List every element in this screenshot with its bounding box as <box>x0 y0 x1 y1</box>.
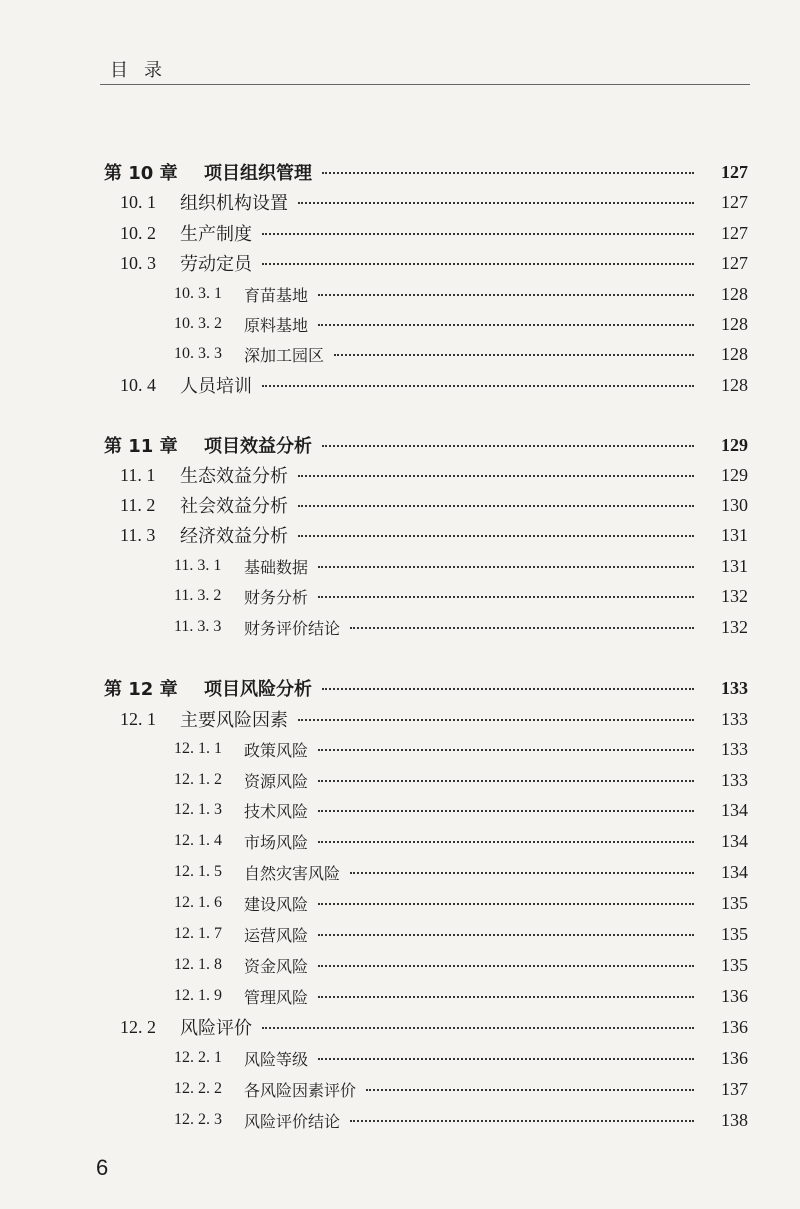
dot-leader <box>298 535 694 537</box>
toc-title: 运营风险 <box>244 925 309 945</box>
toc-number: 第 10 章 <box>104 163 178 184</box>
toc-page: 134 <box>721 799 748 820</box>
toc-subsection[interactable] <box>0 826 800 856</box>
toc-page: 136 <box>721 1016 748 1037</box>
toc-number: 10. 2 <box>120 222 156 243</box>
toc-number: 12. 1. 8 <box>174 956 222 973</box>
toc-title: 项目风险分析 <box>204 679 312 700</box>
dot-leader <box>298 475 694 477</box>
toc-number: 11. 3. 2 <box>174 587 222 604</box>
toc-subsection[interactable] <box>0 919 800 949</box>
toc-title: 基础数据 <box>244 557 309 577</box>
toc-subsection[interactable] <box>0 950 800 980</box>
dot-leader <box>262 1027 694 1029</box>
toc-title: 人员培训 <box>180 376 252 397</box>
toc-number: 12. 2. 2 <box>174 1080 222 1097</box>
toc-title: 政策风险 <box>244 740 309 760</box>
toc-number: 12. 2 <box>120 1016 156 1037</box>
toc-number: 12. 2. 1 <box>174 1049 222 1066</box>
dot-leader <box>318 780 694 782</box>
toc-number: 11. 3 <box>120 524 156 545</box>
toc-number: 11. 2 <box>120 494 156 515</box>
toc-section[interactable] <box>0 520 800 550</box>
toc-section[interactable] <box>0 248 800 278</box>
toc-number: 12. 1. 1 <box>174 740 222 757</box>
toc-subsection[interactable] <box>0 1043 800 1073</box>
toc-page: 135 <box>721 892 748 913</box>
toc-title: 管理风险 <box>244 987 309 1007</box>
dot-leader <box>298 505 694 507</box>
dot-leader <box>318 596 694 598</box>
toc-title: 财务分析 <box>244 587 309 607</box>
toc-title: 市场风险 <box>244 832 309 852</box>
toc-number: 12. 1. 6 <box>174 894 222 911</box>
toc-page: 136 <box>721 1047 748 1068</box>
toc-section[interactable] <box>0 370 800 400</box>
toc-page: 130 <box>721 494 748 515</box>
toc-number: 11. 3. 1 <box>174 557 222 574</box>
toc-number: 12. 1. 5 <box>174 863 222 880</box>
toc-section[interactable] <box>0 490 800 520</box>
toc-subsection[interactable] <box>0 857 800 887</box>
toc-page: 136 <box>721 985 748 1006</box>
toc-subsection[interactable] <box>0 795 800 825</box>
dot-leader <box>262 263 694 265</box>
toc-page: 127 <box>721 222 748 243</box>
toc-page: 128 <box>721 343 748 364</box>
toc-number: 11. 1 <box>120 464 156 485</box>
dot-leader <box>262 385 694 387</box>
toc-title: 技术风险 <box>244 801 309 821</box>
dot-leader <box>318 294 694 296</box>
dot-leader <box>318 841 694 843</box>
toc-subsection[interactable] <box>0 612 800 642</box>
toc-title: 劳动定员 <box>180 254 252 275</box>
toc-title: 经济效益分析 <box>180 526 288 547</box>
dot-leader <box>350 872 694 874</box>
toc-title: 育苗基地 <box>244 285 309 305</box>
toc-subsection[interactable] <box>0 765 800 795</box>
toc-page: 133 <box>721 708 748 729</box>
toc-title: 生态效益分析 <box>180 466 288 487</box>
dot-leader <box>318 324 694 326</box>
toc-page: 131 <box>721 555 748 576</box>
toc-section[interactable] <box>0 460 800 490</box>
toc-page: 134 <box>721 830 748 851</box>
toc-subsection[interactable] <box>0 888 800 918</box>
toc-page: 131 <box>721 524 748 545</box>
dot-leader <box>318 749 694 751</box>
toc-chapter-10[interactable] <box>0 157 800 187</box>
dot-leader <box>318 996 694 998</box>
toc-section[interactable] <box>0 704 800 734</box>
toc-page: 127 <box>721 252 748 273</box>
toc-number: 10. 3. 2 <box>174 315 222 332</box>
toc-number: 12. 1. 3 <box>174 801 222 818</box>
toc-page: 129 <box>721 434 748 455</box>
toc-number: 12. 1. 7 <box>174 925 222 942</box>
toc-title: 生产制度 <box>180 224 252 245</box>
toc-title: 风险等级 <box>244 1049 309 1069</box>
dot-leader <box>334 354 694 356</box>
toc-number: 10. 3 <box>120 252 156 273</box>
dot-leader <box>322 172 694 174</box>
dot-leader <box>318 810 694 812</box>
dot-leader <box>262 233 694 235</box>
toc-title: 深加工园区 <box>244 345 325 365</box>
dot-leader <box>366 1089 694 1091</box>
toc-page: 127 <box>721 191 748 212</box>
toc-number: 10. 4 <box>120 374 156 395</box>
toc-number: 12. 1. 9 <box>174 987 222 1004</box>
toc-subsection[interactable] <box>0 1105 800 1135</box>
toc-number: 10. 1 <box>120 191 156 212</box>
toc-number: 12. 1. 4 <box>174 832 222 849</box>
toc-title: 资源风险 <box>244 771 309 791</box>
toc-title: 财务评价结论 <box>244 618 341 638</box>
toc-title: 项目效益分析 <box>204 436 312 457</box>
toc-subsection[interactable] <box>0 551 800 581</box>
dot-leader <box>318 934 694 936</box>
dot-leader <box>322 445 694 447</box>
toc-page: 128 <box>721 313 748 334</box>
toc-section[interactable] <box>0 187 800 217</box>
toc-page: 135 <box>721 923 748 944</box>
dot-leader <box>318 965 694 967</box>
dot-leader <box>318 566 694 568</box>
toc-title: 各风险因素评价 <box>244 1080 357 1100</box>
toc-page: 138 <box>721 1109 748 1130</box>
dot-leader <box>298 202 694 204</box>
toc-page: 127 <box>721 161 748 182</box>
toc-number: 12. 2. 3 <box>174 1111 222 1128</box>
toc-page: 137 <box>721 1078 748 1099</box>
toc-title: 自然灾害风险 <box>244 863 341 883</box>
toc-section[interactable] <box>0 218 800 248</box>
toc-page: 134 <box>721 861 748 882</box>
toc-subsection[interactable] <box>0 279 800 309</box>
toc-number: 第 11 章 <box>104 436 178 457</box>
dot-leader <box>350 627 694 629</box>
toc-page: 133 <box>721 738 748 759</box>
toc-number: 12. 1 <box>120 708 156 729</box>
toc-subsection[interactable] <box>0 339 800 369</box>
dot-leader <box>318 1058 694 1060</box>
toc-subsection[interactable] <box>0 1074 800 1104</box>
toc-section[interactable] <box>0 1012 800 1042</box>
toc-subsection[interactable] <box>0 981 800 1011</box>
toc-page: 132 <box>721 585 748 606</box>
toc-page: 129 <box>721 464 748 485</box>
toc-title: 主要风险因素 <box>180 710 288 731</box>
toc-title: 建设风险 <box>244 894 309 914</box>
toc-subsection[interactable] <box>0 309 800 339</box>
toc-title: 组织机构设置 <box>180 193 288 214</box>
page-number: 6 <box>96 1155 109 1180</box>
toc-page: 133 <box>721 677 748 698</box>
toc-page: 135 <box>721 954 748 975</box>
toc-title: 项目组织管理 <box>204 163 312 184</box>
toc-page: 133 <box>721 769 748 790</box>
toc-chapter-12[interactable] <box>0 673 800 703</box>
dot-leader <box>298 719 694 721</box>
toc-title: 社会效益分析 <box>180 496 288 517</box>
page-header-title: 目录 <box>110 60 178 81</box>
toc-title: 风险评价 <box>180 1018 252 1039</box>
toc-number: 10. 3. 3 <box>174 345 222 362</box>
toc-number: 第 12 章 <box>104 679 178 700</box>
toc-chapter-11[interactable] <box>0 430 800 460</box>
dot-leader <box>318 903 694 905</box>
dot-leader <box>350 1120 694 1122</box>
toc-title: 原料基地 <box>244 315 309 335</box>
toc-number: 11. 3. 3 <box>174 618 222 635</box>
toc-subsection[interactable] <box>0 734 800 764</box>
toc-title: 资金风险 <box>244 956 309 976</box>
toc-page: 132 <box>721 616 748 637</box>
toc-number: 12. 1. 2 <box>174 771 222 788</box>
toc-subsection[interactable] <box>0 581 800 611</box>
dot-leader <box>322 688 694 690</box>
toc-title: 风险评价结论 <box>244 1111 341 1131</box>
toc-number: 10. 3. 1 <box>174 285 222 302</box>
toc-page: 128 <box>721 283 748 304</box>
toc-page: 128 <box>721 374 748 395</box>
